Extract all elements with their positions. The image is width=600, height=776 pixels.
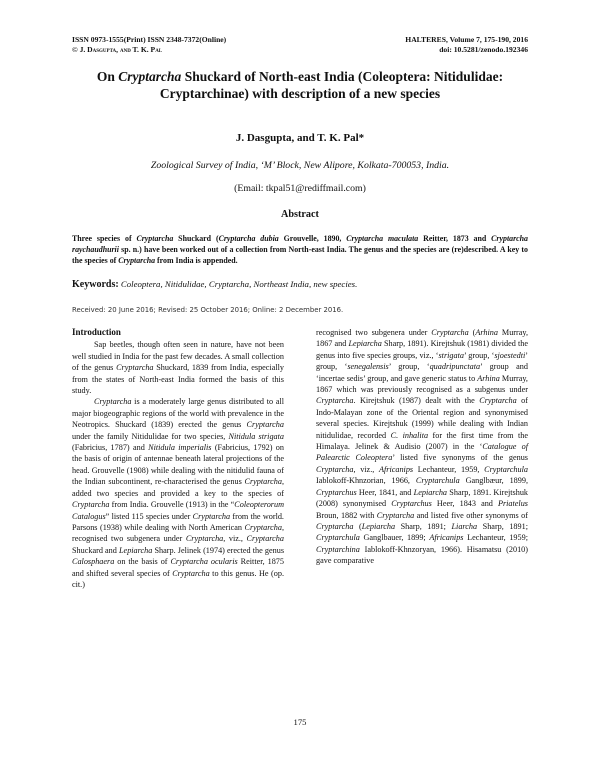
intro-paragraph-continued: recognised two subgenera under Cryptarcha (Arhina Murray, 1867 and Lepiarcha Sharp, 1891). Kirejtshuk (1981) divided the genus into five species groups, viz., ‘strigata’ group, ‘sjoestedti’ group, ‘senegalensis’ group, ‘quadripunctata’ group and ‘incertae sedis’ group, and gave generic status to Arhina Murray, 1867 which was previously recognised as a subgenus under Cryptarcha. Kirejtshuk (1987) dealt with the Cryptarcha of Indo-Malayan zone of the Oriental region and synonymised several species. Kirejtshuk (1999) while dealing with Indian nitidulidae, recorded C. inhalita for the first time from the Himalaya. Jelinek & Audisio (2007) in the ‘Catalogue of Palearctic Coleoptera’ listed five synonyms of the genus Cryptarcha, viz., Africanips Lechanteur, 1959, Cryptarchula Iablokoff-Khnzorian, 1966, Cryptarchula Ganglbæur, 1899, Cryptarchus Heer, 1841, and Lepiarcha Sharp, 1891. Kirejtshuk (2008) synonymised Cryptarchus Heer, 1843 and Priatelus Broun, 1882 with Cryptarcha and listed five other synonyms of Cryptarcha (Lepiarcha Sharp, 1891; Liarcha Sharp, 1891; Cryptarchula Ganglbauer, 1899; Africanips Lechanteur, 1959; Cryptarchina Iablokoff-Khnzoryan, 1966). Hisamatsu (2010) gave comparative xyxy=(316,328,529,566)
intro-paragraph-1: Sap beetles, though often seen in nature, have not been well studied in India for the past few decades. A small collection of the genus Cryptarcha Shuckard, 1839 from India, especially from the states of North-east India formed the basis of this study. xyxy=(72,340,284,396)
left-column xyxy=(72,327,284,590)
doi-line: doi: 10.5281/zenodo.192346 xyxy=(439,45,528,54)
page-number: 175 xyxy=(293,717,307,727)
keywords xyxy=(72,279,528,290)
journal-volume-header xyxy=(405,35,528,55)
right-column xyxy=(316,327,528,567)
keywords-label: Keywords: xyxy=(72,279,119,290)
introduction-heading: Introduction xyxy=(72,327,121,337)
issn-line: ISSN 0973-1555(Print) ISSN 2348-7372(Online) xyxy=(72,35,227,44)
contact-email: (Email: tkpal51@rediffmail.com) xyxy=(234,183,366,194)
abstract-heading: Abstract xyxy=(281,209,319,220)
authors: J. Dasgupta, and T. K. Pal* xyxy=(235,132,365,144)
volume-line: HALTERES, Volume 7, 175-190, 2016 xyxy=(405,35,528,44)
paper-title: On Cryptarcha Shuckard of North-east India (Coleoptera: Nitidulidae: Cryptarchinae) with description of a new species xyxy=(96,69,504,101)
abstract-text: Three species of Cryptarcha Shuckard (Cryptarcha dubia Grouvelle, 1890, Cryptarcha maculata Reitter, 1873 and Cryptarcha raychaudhurii sp. n.) have been worked out of a collection from North-east India. The genus and the species are (re)described. A key to the species of Cryptarcha from India is appended. xyxy=(72,234,528,265)
intro-paragraph-2: Cryptarcha is a moderately large genus distributed to all major biogeographic regions of the world with prevalence in the Neotropics. Shuckard (1839) erected the genus Cryptarcha under the family Nitidulidae for two species, Nitidula strigata (Fabricius, 1787) and Nitidula imperialis (Fabricius, 1792) on the basis of origin of antennae beneath lateral projections of the head. Grouvelle (1908) while dealing with the nitidulid fauna of the Indian subcontinent, re-characterised the genus Cryptarcha, added two species and provided a key to the species of Cryptarcha from India. Grouvelle (1913) in the “Coleopterorum Catalogus” listed 115 species under Cryptarcha from the world. Parsons (1938) while dealing with North American Cryptarcha, recognised two subgenera under Cryptarcha, viz., Cryptarcha Shuckard and Lepiarcha Sharp. Jelinek (1974) erected the genus Calosphaera on the basis of Cryptarcha ocularis Reitter, 1875 and shifted several species of Cryptarcha to this genus. He (op. cit.) xyxy=(72,397,285,589)
received-dates: Received: 20 June 2016; Revised: 25 October 2016; Online: 2 December 2016. xyxy=(72,306,344,314)
keywords-list: Coleoptera, Nitidulidae, Cryptarcha, Northeast India, new species. xyxy=(118,279,358,289)
journal-issn-header xyxy=(72,35,226,55)
affiliation: Zoological Survey of India, ‘M’ Block, New Alipore, Kolkata-700053, India. xyxy=(150,160,450,171)
copyright-line: © J. Dasgupta, and T. K. Pal xyxy=(72,45,163,54)
